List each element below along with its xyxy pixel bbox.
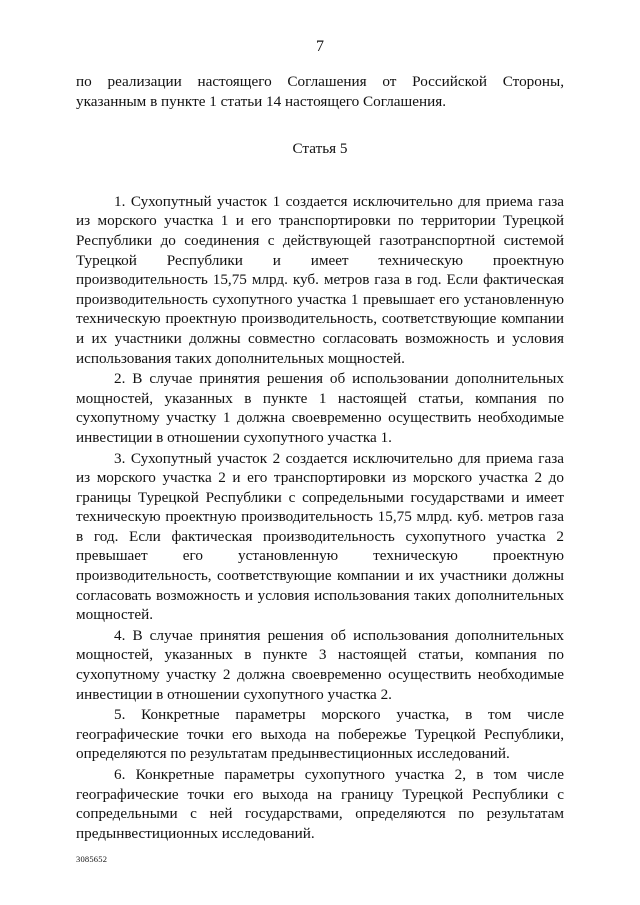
paragraph-2: 2. В случае принятия решения об использовании дополнительных мощностей, указанных в пункте 1 настоящей статьи, компания по сухопутному участку 1 должна своевременно осуществить необходимые инвестиции в отношении сухопутного участка 1. [76,370,564,446]
continuation-paragraph: по реализации настоящего Соглашения от Российской Стороны, указанным в пункте 1 статьи 14 настоящего Соглашения. [76,73,564,110]
paragraph-4: 4. В случае принятия решения об использования дополнительных мощностей, указанных в пункте 3 настоящей статьи, компания по сухопутному участку 2 должна своевременно осуществить необходимые инвестиции в отношении сухопутного участка 2. [76,626,564,703]
document-body [76,72,564,843]
article-heading: Статья 5 [292,140,348,158]
paragraph-6: 6. Конкретные параметры сухопутного участка 2, в том числе географические точки его выхода на границу Турецкой Республики с сопредельными с ней государствами, определяются по результатам предынвестиционных исследований. [76,766,564,842]
paragraph-3: 3. Сухопутный участок 2 создается исключительно для приема газа из морского участка 2 и его транспортировки из морского участка 2 до границы Турецкой Республики с сопредельными государствами и имеет техническую проектную производительность 15,75 млрд. куб. метров газа в год. Если фактическая производительность сухопутного участка 2 превышает его установленную техническую проектную производительность, соответствующие компании и их участники должны согласовать возможность и условия использования таких дополнительных мощностей. [76,449,564,624]
page-number: 7 [316,38,324,55]
document-code: 3085652 [76,854,108,864]
paragraph-1: 1. Сухопутный участок 1 создается исключительно для приема газа из морского участка 1 и его транспортировки по территории Турецкой Республики до соединения с действующей газотранспортной системой Турецкой Республики и имеет техническую проектную производительность 15,75 млрд. куб. метров газа в год. Если фактическая производительность сухопутного участка 1 превышает его установленную техническую проектную производительность, соответствующие компании и их участники должны совместно согласовать возможность и условия использования таких дополнительных мощностей. [76,192,564,367]
paragraph-5: 5. Конкретные параметры морского участка, в том числе географические точки его выхода на побережье Турецкой Республики, определяются по результатам предынвестиционных исследований. [76,706,564,763]
